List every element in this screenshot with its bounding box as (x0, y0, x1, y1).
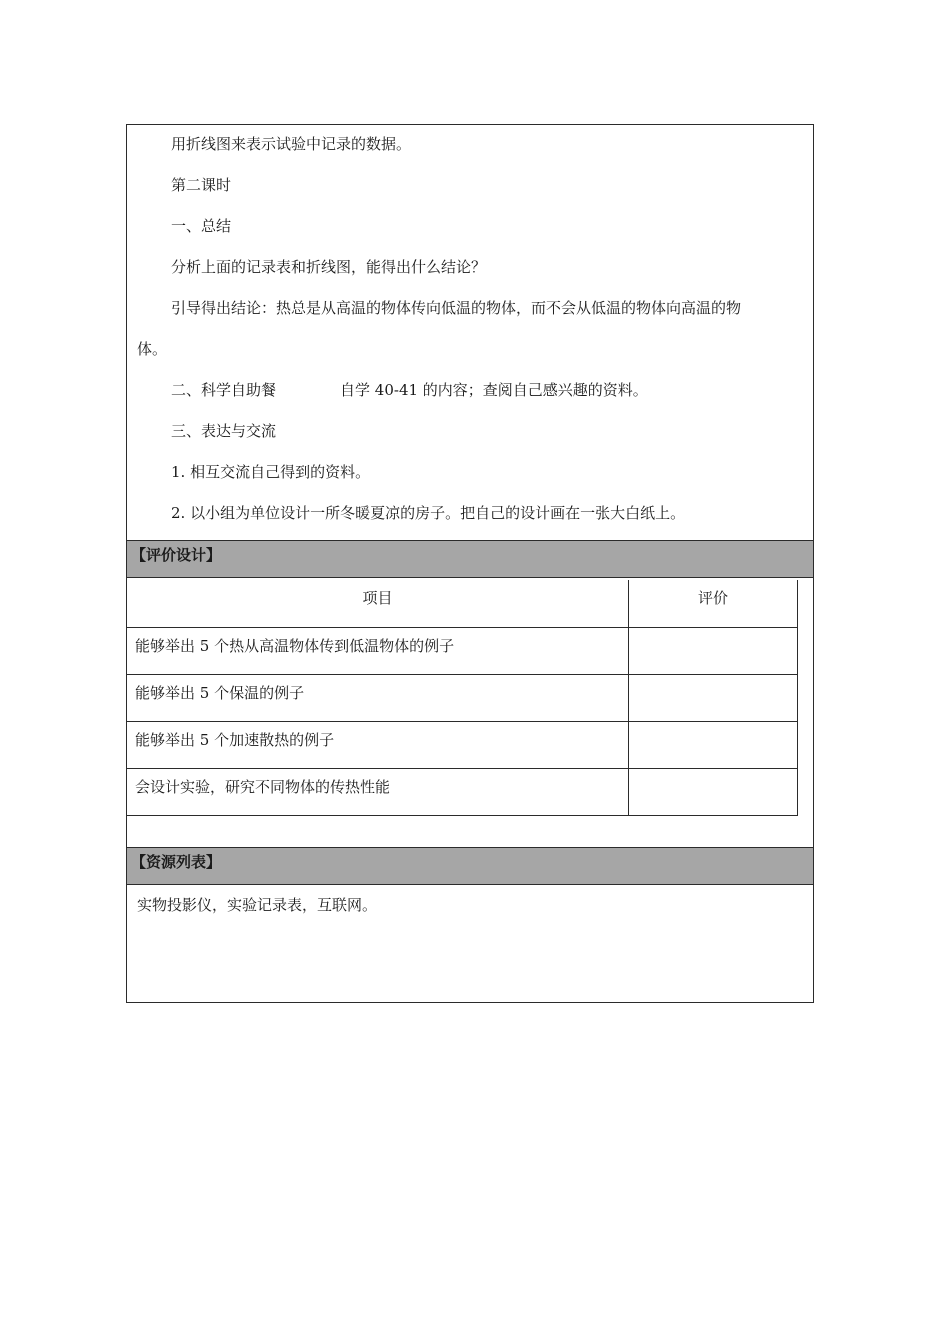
lesson-period-label: 第二课时 (171, 176, 232, 194)
text-line: 分析上面的记录表和折线图，能得出什么结论？ (171, 258, 487, 276)
table-row (127, 627, 798, 674)
table-cell-evaluation (629, 721, 798, 768)
table-cell-item: 会设计实验，研究不同物体的传热性能 (127, 768, 629, 815)
self-study-text: 自学 40-41 的内容；查阅自己感兴趣的资料。 (340, 381, 648, 399)
text-line: 引导得出结论：热总是从高温的物体传向低温的物体，而不会从低温的物体向高温的物 (171, 299, 742, 317)
resources-text: 实物投影仪，实验记录表，互联网。 (137, 896, 378, 914)
section-heading-science-buffet: 二、科学自助餐 (171, 381, 277, 399)
table-cell-evaluation (629, 674, 798, 721)
table-cell-evaluation (629, 627, 798, 674)
table-cell-item: 能够举出 5 个加速散热的例子 (127, 721, 629, 768)
table-cell-evaluation (629, 768, 798, 815)
table-row (127, 674, 798, 721)
lesson-content (127, 125, 813, 540)
list-item: 2. 以小组为单位设计一所冬暖夏凉的房子。把自己的设计画在一张大白纸上。 (171, 504, 686, 522)
section-heading-expression: 三、表达与交流 (171, 422, 277, 440)
text-line: 用折线图来表示试验中记录的数据。 (171, 135, 412, 153)
section-heading-summary: 一、总结 (171, 217, 232, 235)
evaluation-section-header: 【评价设计】 (127, 540, 813, 578)
table-header-row (127, 580, 798, 627)
evaluation-table (127, 580, 798, 816)
resources-section-header: 【资源列表】 (127, 847, 813, 885)
table-cell-item: 能够举出 5 个热从高温物体传到低温物体的例子 (127, 627, 629, 674)
table-cell-item: 能够举出 5 个保温的例子 (127, 674, 629, 721)
column-header-item: 项目 (127, 580, 629, 627)
column-header-evaluation: 评价 (629, 580, 798, 627)
table-row (127, 768, 798, 815)
table-row (127, 721, 798, 768)
list-item: 1. 相互交流自己得到的资料。 (171, 463, 371, 481)
text-line: 体。 (137, 340, 168, 358)
lesson-plan-frame (126, 124, 814, 1003)
science-buffet-line (127, 380, 813, 400)
